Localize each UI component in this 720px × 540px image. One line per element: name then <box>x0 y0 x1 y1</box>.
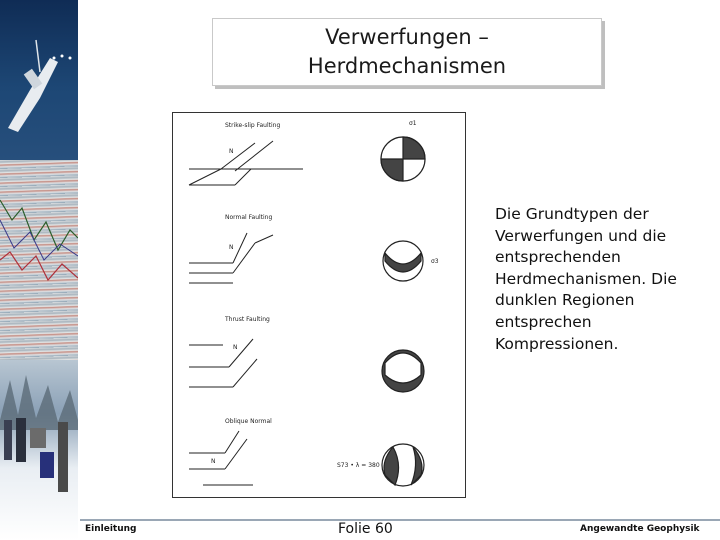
sigma3-label: σ3 <box>431 258 439 265</box>
ship-icon <box>0 0 78 160</box>
strike-note: S73 • λ = 380 <box>337 462 380 469</box>
fault-diagram <box>173 113 465 497</box>
ship-photo <box>0 0 78 160</box>
north-label-4: N <box>211 458 216 465</box>
north-label-3: N <box>233 344 238 351</box>
footer-slide-number: Folie 60 <box>338 521 393 537</box>
field-crew-photo <box>0 360 78 540</box>
footer-section-label: Einleitung <box>85 524 137 534</box>
slide-title-box <box>212 18 602 86</box>
panel-label-4: Oblique Normal <box>225 418 272 425</box>
seismic-section-image <box>0 160 78 360</box>
slide-description: Die Grundtypen der Verwerfungen und die entsprechenden Herdmechanismen. Die dunklen Regionen entsprechen Kompressionen. <box>495 205 677 353</box>
footer-department: Angewandte Geophysik <box>580 524 700 534</box>
panel-label-2: Normal Faulting <box>225 214 273 221</box>
north-label-1: N <box>229 148 234 155</box>
slide-title: Verwerfungen – Herdmechanismen <box>307 25 507 78</box>
sigma1-label: σ1 <box>409 120 417 127</box>
decorative-photo-strip <box>0 0 78 540</box>
panel-label-1: Strike-slip Faulting <box>225 122 281 129</box>
fault-mechanism-figure <box>172 112 466 498</box>
footer-divider <box>80 519 720 521</box>
panel-label-3: Thrust Faulting <box>225 316 270 323</box>
north-label-2: N <box>229 244 234 251</box>
